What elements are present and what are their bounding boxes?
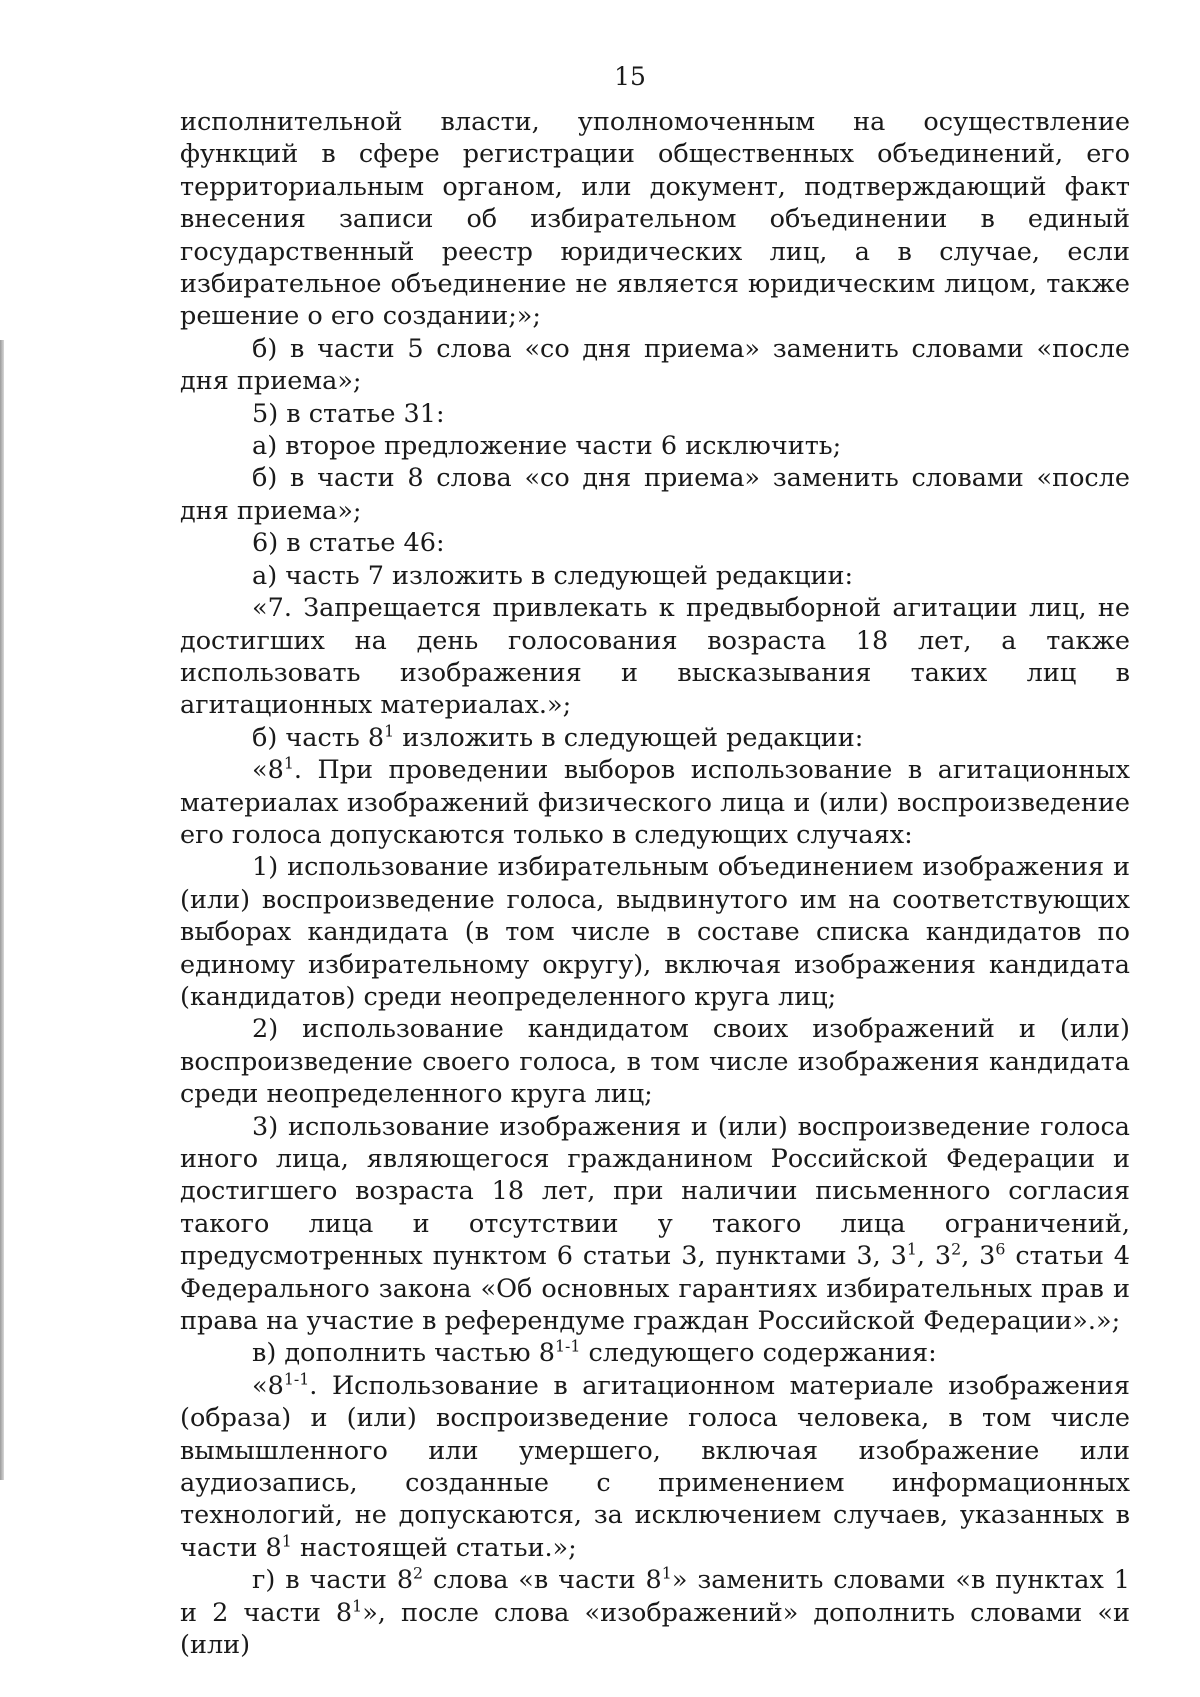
paragraph: 1) использование избирательным объединением изображения и (или) воспроизведение голоса, выдвинутого им на соответствующих выборах кандидата (в том числе в составе списка кандидатов по единому избирательному округу), включая изображения кандидата (кандидатов) среди неопределенного круга лиц;	[180, 852, 1130, 1012]
paragraph: г) в части $8^2$ слова «в части $8^1$» заменить словами «в пунктах 1 и 2 части $8^1$», после слова «изображений» дополнить словами «и (или)	[180, 1563, 1130, 1661]
paragraph: исполнительной власти, уполномоченным на осуществление функций в сфере регистрации общественных объединений, его территориальным органом, или документ, подтверждающий факт внесения записи об избирательном объединении в единый государственный реестр юридических лиц, а в случае, если избирательное объединение не является юридическим лицом, также решение о его создании;»;	[180, 107, 1130, 332]
paragraph: «$8^1$. При проведении выборов использование в агитационных материалах изображений физического лица и (или) воспроизведение его голоса допускаются только в следующих случаях:	[180, 753, 1130, 850]
paragraph: «8$^{1-1}$. Использование в агитационном материале изображения (образа) и (или) воспроизведение голоса человека, в том числе вымышленного или умершего, включая изображение или аудиозапись, созданные с применением информационных технологий, не допускаются, за исключением случаев, указанных в части $8^1$ настоящей статьи.»;	[180, 1369, 1130, 1563]
page-number: 15	[614, 62, 646, 91]
scan-edge-shadow	[0, 340, 4, 1480]
superscript: 1	[384, 721, 395, 741]
superscript: 2	[413, 1563, 424, 1583]
paragraph: а) второе предложение части 6 исключить;	[252, 431, 842, 462]
superscript: 1-1	[283, 1369, 310, 1389]
paragraph: б) часть $8^1$ изложить в следующей редакции:	[252, 721, 864, 753]
superscript: 1	[352, 1596, 363, 1616]
paragraph: «7. Запрещается привлекать к предвыборной агитации лиц, не достигших на день голосования возраста 18 лет, а также использовать изображения и высказывания таких лиц в агитационных материалах.»;	[180, 593, 1130, 721]
paragraph: в) дополнить частью 8$^{1-1}$ следующего содержания:	[252, 1336, 937, 1369]
superscript: 2	[951, 1239, 962, 1259]
paragraph: 3) использование изображения и (или) воспроизведение голоса иного лица, являющегося гражданином Российской Федерации и достигшего возраста 18 лет, при наличии письменного согласия такого лица и отсутствии у такого лица ограничений, предусмотренных пунктом 6 статьи 3, пунктами 3, $3^1$, $3^2$, $3^6$ статьи 4 Федерального закона «Об основных гарантиях избирательных прав и права на участие в референдуме граждан Российской Федерации».»;	[180, 1111, 1130, 1337]
paragraph: 2) использование кандидатом своих изображений и (или) воспроизведение своего голоса, в том числе изображения кандидата среди неопределенного круга лиц;	[180, 1014, 1130, 1110]
paragraph: б) в части 5 слова «со дня приема» заменить словами «после дня приема»;	[180, 333, 1130, 397]
superscript: 1	[281, 1531, 292, 1551]
superscript: 1	[283, 753, 294, 773]
superscript: 1	[906, 1239, 917, 1259]
paragraph: а) часть 7 изложить в следующей редакции:	[252, 560, 854, 591]
superscript: 1-1	[554, 1336, 581, 1356]
paragraph: 6) в статье 46:	[252, 528, 445, 559]
paragraph: б) в части 8 слова «со дня приема» заменить словами «после дня приема»;	[180, 463, 1130, 526]
paragraph: 5) в статье 31:	[252, 398, 445, 429]
document-body	[180, 106, 1130, 1662]
superscript: 1	[661, 1563, 672, 1583]
superscript: 6	[995, 1239, 1006, 1259]
